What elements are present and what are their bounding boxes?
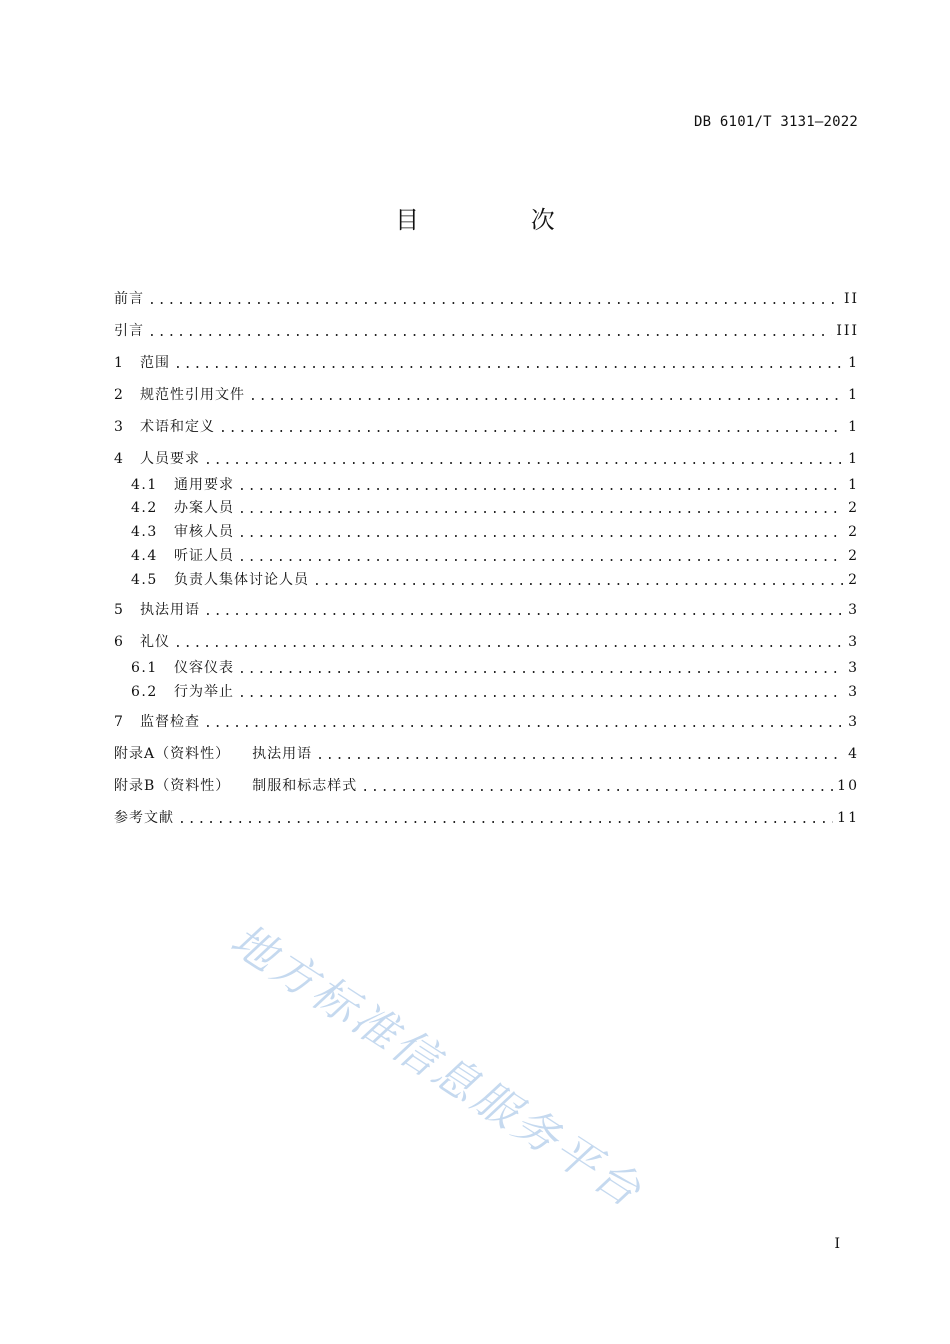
toc-entry-4-3[interactable]	[131, 521, 859, 543]
toc-entry-4-5[interactable]	[131, 569, 859, 591]
toc-page: 1	[848, 451, 859, 467]
toc-number: 6	[114, 634, 124, 650]
toc-entry-5[interactable]	[114, 599, 859, 621]
toc-page: 1	[848, 419, 859, 435]
toc-label: 行为举止	[174, 684, 234, 700]
toc-number: 2	[114, 387, 124, 403]
toc-entry-references[interactable]	[114, 807, 859, 829]
toc-label: 办案人员	[174, 500, 234, 516]
toc-number: 4.3	[131, 524, 158, 540]
dot-leader	[148, 326, 832, 340]
toc-label: 仪容仪表	[174, 660, 234, 676]
dot-leader	[174, 358, 844, 372]
toc-page: 3	[848, 602, 859, 618]
toc-number: 6.1	[131, 660, 158, 676]
dot-leader	[361, 781, 833, 795]
toc-number: 6.2	[131, 684, 158, 700]
toc-number: 4.5	[131, 572, 158, 588]
dot-leader	[238, 663, 844, 677]
toc-entry-6[interactable]	[114, 631, 859, 653]
toc-page: 1	[848, 355, 859, 371]
watermark-text: 地方标准信息服务平台	[221, 914, 652, 1219]
toc-title: 目 次	[395, 206, 607, 234]
toc-number: 附录A（资料性）	[114, 746, 231, 762]
dot-leader	[204, 717, 844, 731]
toc-label: 负责人集体讨论人员	[174, 572, 309, 588]
dot-leader	[174, 637, 844, 651]
toc-number: 4	[114, 451, 124, 467]
toc-page: 1	[848, 477, 859, 493]
table-of-contents	[114, 0, 859, 1344]
dot-leader	[238, 480, 844, 494]
toc-page: 1	[848, 387, 859, 403]
toc-label: 规范性引用文件	[140, 387, 245, 403]
dot-leader	[316, 749, 844, 763]
toc-label: 审核人员	[174, 524, 234, 540]
toc-entry-4-1[interactable]	[131, 474, 859, 496]
toc-label: 术语和定义	[140, 419, 215, 435]
toc-label: 礼仪	[140, 634, 170, 650]
dot-leader	[219, 422, 844, 436]
toc-label: 监督检查	[140, 714, 200, 730]
toc-label: 听证人员	[174, 548, 234, 564]
toc-page: 3	[848, 660, 859, 676]
document-code: DB 6101/T 3131—2022	[694, 114, 858, 130]
dot-leader	[238, 551, 844, 565]
toc-label: 人员要求	[140, 451, 200, 467]
toc-label: 制服和标志样式	[252, 778, 358, 794]
toc-number: 4.2	[131, 500, 158, 516]
toc-number: 5	[114, 602, 124, 618]
dot-leader	[238, 503, 844, 517]
toc-entry-appendix-b[interactable]	[114, 775, 859, 797]
toc-label: 执法用语	[140, 602, 200, 618]
toc-page: 4	[848, 746, 859, 762]
toc-entry-6-2[interactable]	[131, 681, 859, 703]
dot-leader	[148, 294, 840, 308]
toc-entry-2[interactable]	[114, 384, 859, 406]
dot-leader	[178, 813, 833, 827]
toc-number: 附录B（资料性）	[114, 778, 231, 794]
toc-page: 3	[848, 634, 859, 650]
dot-leader	[313, 575, 844, 589]
dot-leader	[249, 390, 844, 404]
toc-entry-1[interactable]	[114, 352, 859, 374]
toc-label: 参考文献	[114, 810, 174, 826]
toc-page: 11	[837, 810, 859, 826]
toc-page: 2	[848, 524, 859, 540]
toc-page: III	[836, 323, 859, 339]
toc-label: 引言	[114, 323, 144, 339]
dot-leader	[204, 454, 844, 468]
toc-page: 2	[848, 500, 859, 516]
toc-entry-foreword[interactable]	[114, 288, 859, 310]
toc-page: II	[843, 291, 859, 307]
toc-number: 1	[114, 355, 124, 371]
toc-label: 前言	[114, 291, 144, 307]
toc-page: 2	[848, 572, 859, 588]
toc-number: 4.1	[131, 477, 158, 493]
dot-leader	[238, 527, 844, 541]
toc-label: 通用要求	[174, 477, 234, 493]
toc-entry-4-2[interactable]	[131, 497, 859, 519]
toc-page: 3	[848, 714, 859, 730]
toc-page: 10	[837, 778, 859, 794]
toc-entry-appendix-a[interactable]	[114, 743, 859, 765]
toc-entry-6-1[interactable]	[131, 657, 859, 679]
page-number: I	[834, 1236, 840, 1252]
toc-entry-3[interactable]	[114, 416, 859, 438]
toc-number: 4.4	[131, 548, 158, 564]
toc-number: 7	[114, 714, 124, 730]
toc-entry-7[interactable]	[114, 711, 859, 733]
toc-entry-4-4[interactable]	[131, 545, 859, 567]
dot-leader	[238, 687, 844, 701]
dot-leader	[204, 605, 844, 619]
toc-page: 2	[848, 548, 859, 564]
toc-entry-4[interactable]	[114, 448, 859, 470]
toc-label: 执法用语	[252, 746, 313, 762]
toc-page: 3	[848, 684, 859, 700]
toc-entry-introduction[interactable]	[114, 320, 859, 342]
toc-label: 范围	[140, 355, 170, 371]
toc-number: 3	[114, 419, 124, 435]
